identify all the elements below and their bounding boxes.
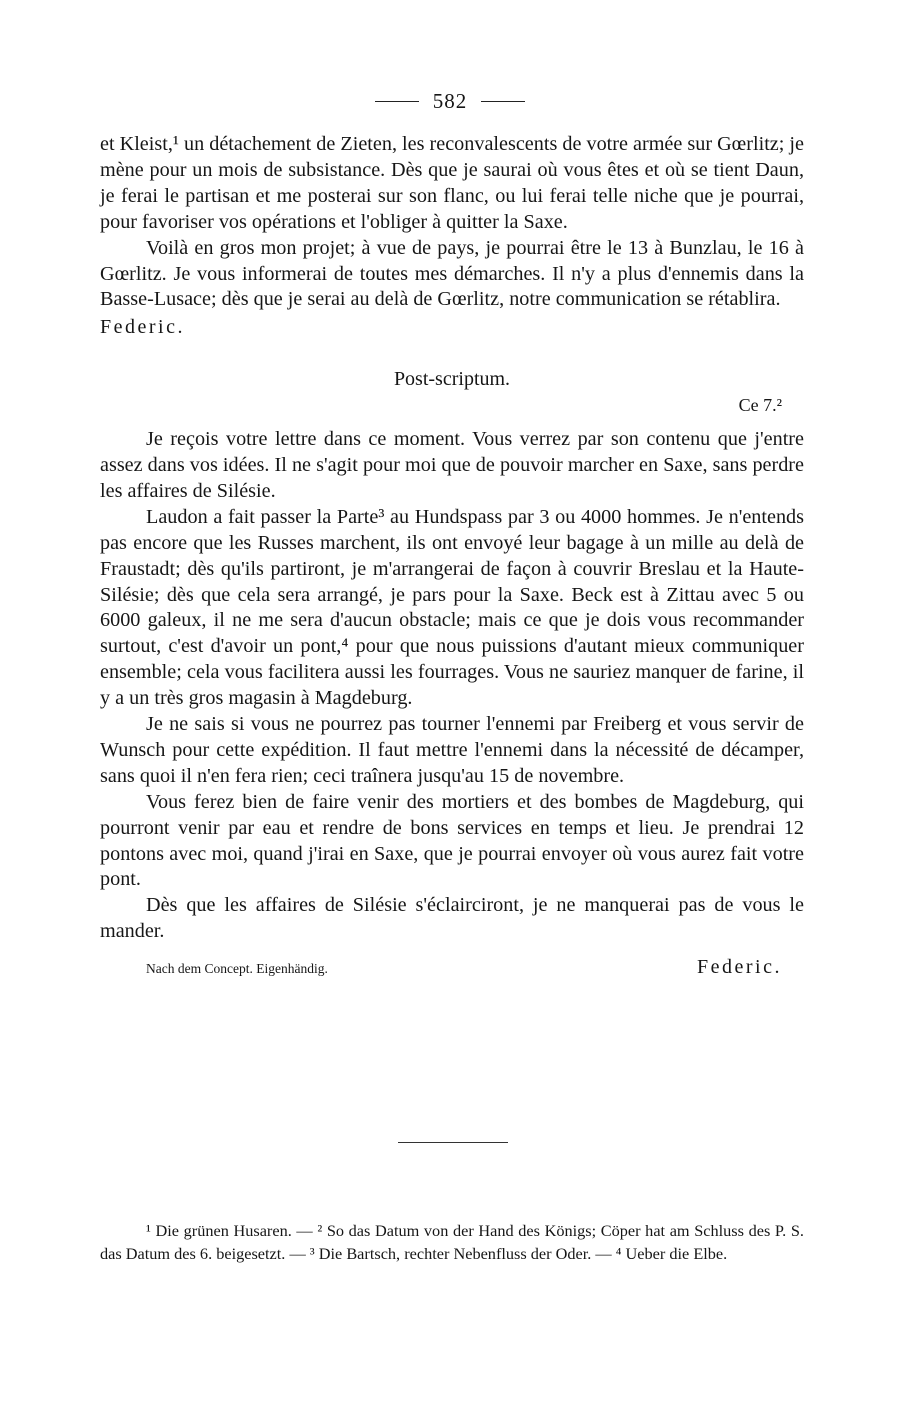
page-header <box>0 86 900 116</box>
postscript-title: Post-scriptum. <box>393 368 511 391</box>
letter-paragraph-2: Voilà en gros mon projet; à vue de pays, je pourrai être le 13 à Bunzlau, le 16 à Gœrlitz. Je vous informerai de toutes mes démarches. Il n'y a plus d'ennemis dans la Basse-Lusace; dès que je serai au delà de Gœrlitz, notre communication se rétablira. <box>100 236 804 311</box>
header-rule-right <box>481 101 525 102</box>
letter-paragraph-1: et Kleist,¹ un détachement de Zieten, les reconvalescents de votre armée sur Gœrlitz; je mène pour un mois de subsistance. Dès que je saurai où vous êtes et où se tient Daun, je ferai le partisan et me posterai sur son flanc, ou lui ferai telle niche que je pourrai, pour favoriser vos opérations et l'obliger à quitter la Saxe. <box>100 133 804 233</box>
footnotes <box>100 1220 804 1265</box>
postscript-date: Ce 7.² <box>738 395 782 416</box>
postscript-closing <box>100 955 804 982</box>
postscript-paragraph-3: Je ne sais si vous ne pourrez pas tourner l'ennemi par Freiberg et vous servir de Wunsch pour cette expédition. Il faut mettre l'ennemi dans la nécessité de décamper, sans quoi il n'en fera rien; ceci traînera jusqu'au 15 de novembre. <box>100 713 804 787</box>
footnotes-text: ¹ Die grünen Husaren. — ² So das Datum von der Hand des Königs; Cöper hat am Schluss des P. S. das Datum des 6. beigesetzt. — ³ Die Bartsch, rechter Nebenfluss der Oder. — ⁴ Ueber die Elbe. <box>100 1221 804 1263</box>
letter-body <box>100 132 804 982</box>
header-rule-left <box>375 101 419 102</box>
letter-signature: Federic. <box>100 316 185 339</box>
page-number: 582 <box>432 88 468 113</box>
postscript-paragraph-2: Laudon a fait passer la Parte³ au Hundspass par 3 ou 4000 hommes. Je n'entends pas encore que les Russes marchent, ils ont envoyé leur bagage à un mille au delà de Fraustadt; dès qu'ils partiront, je m'arrangerai de façon à couvrir Breslau et la Haute-Silésie; dès que cela sera arrangé, je pars pour la Saxe. Beck est à Zittau avec 5 ou 6000 galeux, il ne me sera d'aucun obstacle; mais ce que je dois vous recommander surtout, c'est d'avoir un pont,⁴ pour que nous puissions d'autant mieux communiquer ensemble; cela vous facilitera aussi les fourrages. Vous ne sauriez manquer de farine, il y a un très gros magasin à Magdeburg. <box>100 505 804 710</box>
postscript-paragraph-5: Dès que les affaires de Silésie s'éclairciront, je ne manquerai pas de vous le mander. <box>100 894 804 943</box>
postscript-paragraph-4: Vous ferez bien de faire venir des mortiers et des bombes de Magdeburg, qui pourront venir par eau et rendre de bons services en temps et lieu. Je prendrai 12 pontons avec moi, quand j'irai en Saxe, que je pourrai envoyer où vous aurez fait votre pont. <box>100 790 804 891</box>
postscript-signature: Federic. <box>697 956 782 979</box>
postscript-paragraph-1: Je reçois votre lettre dans ce moment. Vous verrez par son contenu que j'entre assez dans vos idées. Il ne s'agit pour moi que de pouvoir marcher en Saxe, sans perdre les affaires de Silésie. <box>100 428 804 502</box>
end-of-text-rule <box>398 1142 508 1143</box>
source-note: Nach dem Concept. Eigenhändig. <box>146 961 328 977</box>
